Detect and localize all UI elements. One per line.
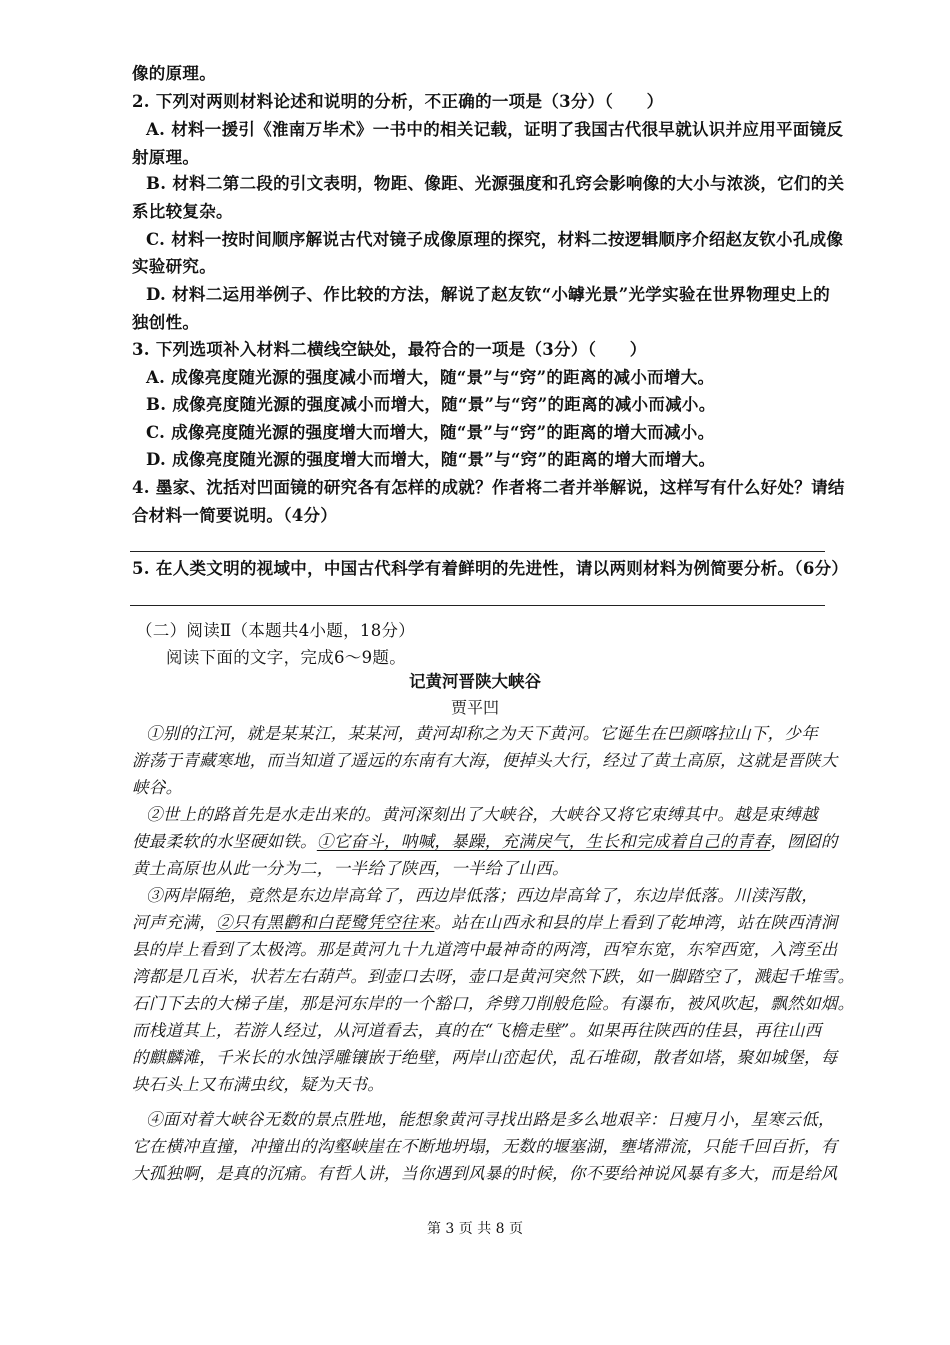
- passage-paragraph-3: ③两岸隔绝，竟然是东边岸高耸了，西边岸低落；西边岸高耸了，东边岸低落。川渎泻散，: [146, 886, 818, 905]
- passage-paragraph-3-line-8: 块石头上又布满虫纹，疑为天书。: [132, 1075, 384, 1094]
- passage-paragraph-2-line-2: [132, 830, 838, 854]
- q3-option-d: D. 成像亮度随光源的强度增大而增大，随“景”与“窍”的距离的增大而增大。: [146, 450, 716, 469]
- q5-stem: 5. 在人类文明的视域中，中国古代科学有着鲜明的先进性，请以两则材料为例简要分析。（6分）: [132, 559, 849, 578]
- q2-option-d-cont: 独创性。: [132, 313, 200, 332]
- p2-line-2-end: ，囫囵的: [770, 832, 838, 851]
- passage-paragraph-1-line-2: 游荡于青藏寒地，而当知道了遥远的东南有大海，便掉头大行，经过了黄土高原，这就是晋陕大: [132, 751, 838, 770]
- passage-paragraph-4-line-2: 它在横冲直撞，冲撞出的沟壑峡崖在不断地坍塌，无数的堰塞湖，壅堵滞流，只能千回百折，有: [132, 1137, 838, 1156]
- underlined-sentence-2: ②只有黑鹳和白琵鹭凭空往来: [216, 913, 435, 932]
- passage-paragraph-3-line-6: 而栈道其上，若游人经过，从河道看去，真的在“飞檐走壁”。如果再往陕西的佳县，再往山西: [132, 1021, 822, 1040]
- answer-line-q5: [130, 605, 825, 606]
- q2-option-d: D. 材料二运用举例子、作比较的方法，解说了赵友钦“小罅光景”光学实验在世界物理史上的: [146, 285, 831, 304]
- answer-line-q4: [130, 551, 825, 552]
- passage-paragraph-2: ②世上的路首先是水走出来的。黄河深刻出了大峡谷，大峡谷又将它束缚其中。越是束缚越: [146, 805, 818, 824]
- section-heading: （二）阅读Ⅱ（本题共4小题，18分）: [136, 621, 416, 640]
- q2-option-a: A. 材料一援引《淮南万毕术》一书中的相关记载，证明了我国古代很早就认识并应用平面镜反: [146, 120, 844, 139]
- passage-paragraph-2-line-3: 黄土高原也从此一分为二，一半给了陕西，一半给了山西。: [132, 859, 569, 878]
- passage-paragraph-4-line-3: 大孤独啊，是真的沉痛。有哲人讲，当你遇到风暴的时候，你不要给神说风暴有多大，而是给风: [132, 1164, 838, 1183]
- passage-paragraph-4: ④面对着大峡谷无数的景点胜地，能想象黄河寻找出路是多么地艰辛：日瘦月小，星寒云低，: [146, 1110, 835, 1129]
- passage-paragraph-3-line-5: 石门下去的大梯子崖，那是河东岸的一个豁口，斧劈刀削般危险。有瀑布，被风吹起，飘然如烟。: [132, 994, 855, 1013]
- q2-stem: 2. 下列对两则材料论述和说明的分析，不正确的一项是（3分）（ ）: [132, 92, 664, 111]
- q3-stem: 3. 下列选项补入材料二横线空缺处，最符合的一项是（3分）（ ）: [132, 340, 647, 359]
- passage-paragraph-3-line-3: 县的岸上看到了太极湾。那是黄河九十九道湾中最神奇的两湾，西窄东宽，东窄西宽，入湾至出: [132, 940, 838, 959]
- passage-paragraph-3-line-2: [132, 911, 838, 935]
- q2-option-b-cont: 系比较复杂。: [132, 202, 233, 221]
- p3-line-2-start: 河声充满，: [132, 913, 216, 932]
- underlined-sentence-1: ①它奋斗，呐喊，暴躁，充满戾气，生长和完成着自己的青春: [316, 832, 771, 851]
- q2-option-c-cont: 实验研究。: [132, 257, 216, 276]
- q3-option-c: C. 成像亮度随光源的强度增大而增大，随“景”与“窍”的距离的增大而减小。: [146, 423, 715, 442]
- q3-option-b: B. 成像亮度随光源的强度减小而增大，随“景”与“窍”的距离的减小而减小。: [146, 395, 716, 414]
- q2-option-c: C. 材料一按时间顺序解说古代对镜子成像原理的探究，材料二按逻辑顺序介绍赵友钦小孔成像: [146, 230, 844, 249]
- passage-author: 贾平凹: [450, 698, 499, 717]
- q4-stem-cont: 合材料一简要说明。（4分）: [132, 506, 338, 525]
- q4-stem: 4. 墨家、沈括对凹面镜的研究各有怎样的成就？作者将二者并举解说，这样写有什么好处？请结: [132, 478, 845, 497]
- passage-title: 记黄河晋陕大峡谷: [409, 672, 541, 691]
- section-instruction: 阅读下面的文字，完成6～9题。: [166, 648, 406, 667]
- passage-paragraph-3-line-7: 的麒麟滩，千米长的水蚀浮雕镶嵌于绝壁，两岸山峦起伏，乱石堆砌，散者如塔，聚如城堡，每: [132, 1048, 838, 1067]
- q2-option-b: B. 材料二第二段的引文表明，物距、像距、光源强度和孔窍会影响像的大小与浓淡，它们的关: [146, 174, 845, 193]
- q3-option-a: A. 成像亮度随光源的强度减小而增大，随“景”与“窍”的距离的减小而增大。: [146, 368, 715, 387]
- q1-tail: 像的原理。: [132, 64, 216, 83]
- passage-paragraph-1-line-3: 峡谷。: [132, 778, 183, 797]
- page-number: 第 3 页 共 8 页: [426, 1221, 524, 1237]
- q2-option-a-cont: 射原理。: [132, 148, 200, 167]
- passage-paragraph-3-line-4: 湾都是几百米，状若左右葫芦。到壶口去呀，壶口是黄河突然下跌，如一脚踏空了，溅起千堆雪。: [132, 967, 855, 986]
- p2-line-2-start: 使最柔软的水坚硬如铁。: [132, 832, 317, 851]
- passage-paragraph-1: ①别的江河，就是某某江，某某河，黄河却称之为天下黄河。它诞生在巴颜喀拉山下，少年: [146, 724, 818, 743]
- p3-line-2-end: 。站在山西永和县的岸上看到了乾坤湾，站在陕西清涧: [434, 913, 838, 932]
